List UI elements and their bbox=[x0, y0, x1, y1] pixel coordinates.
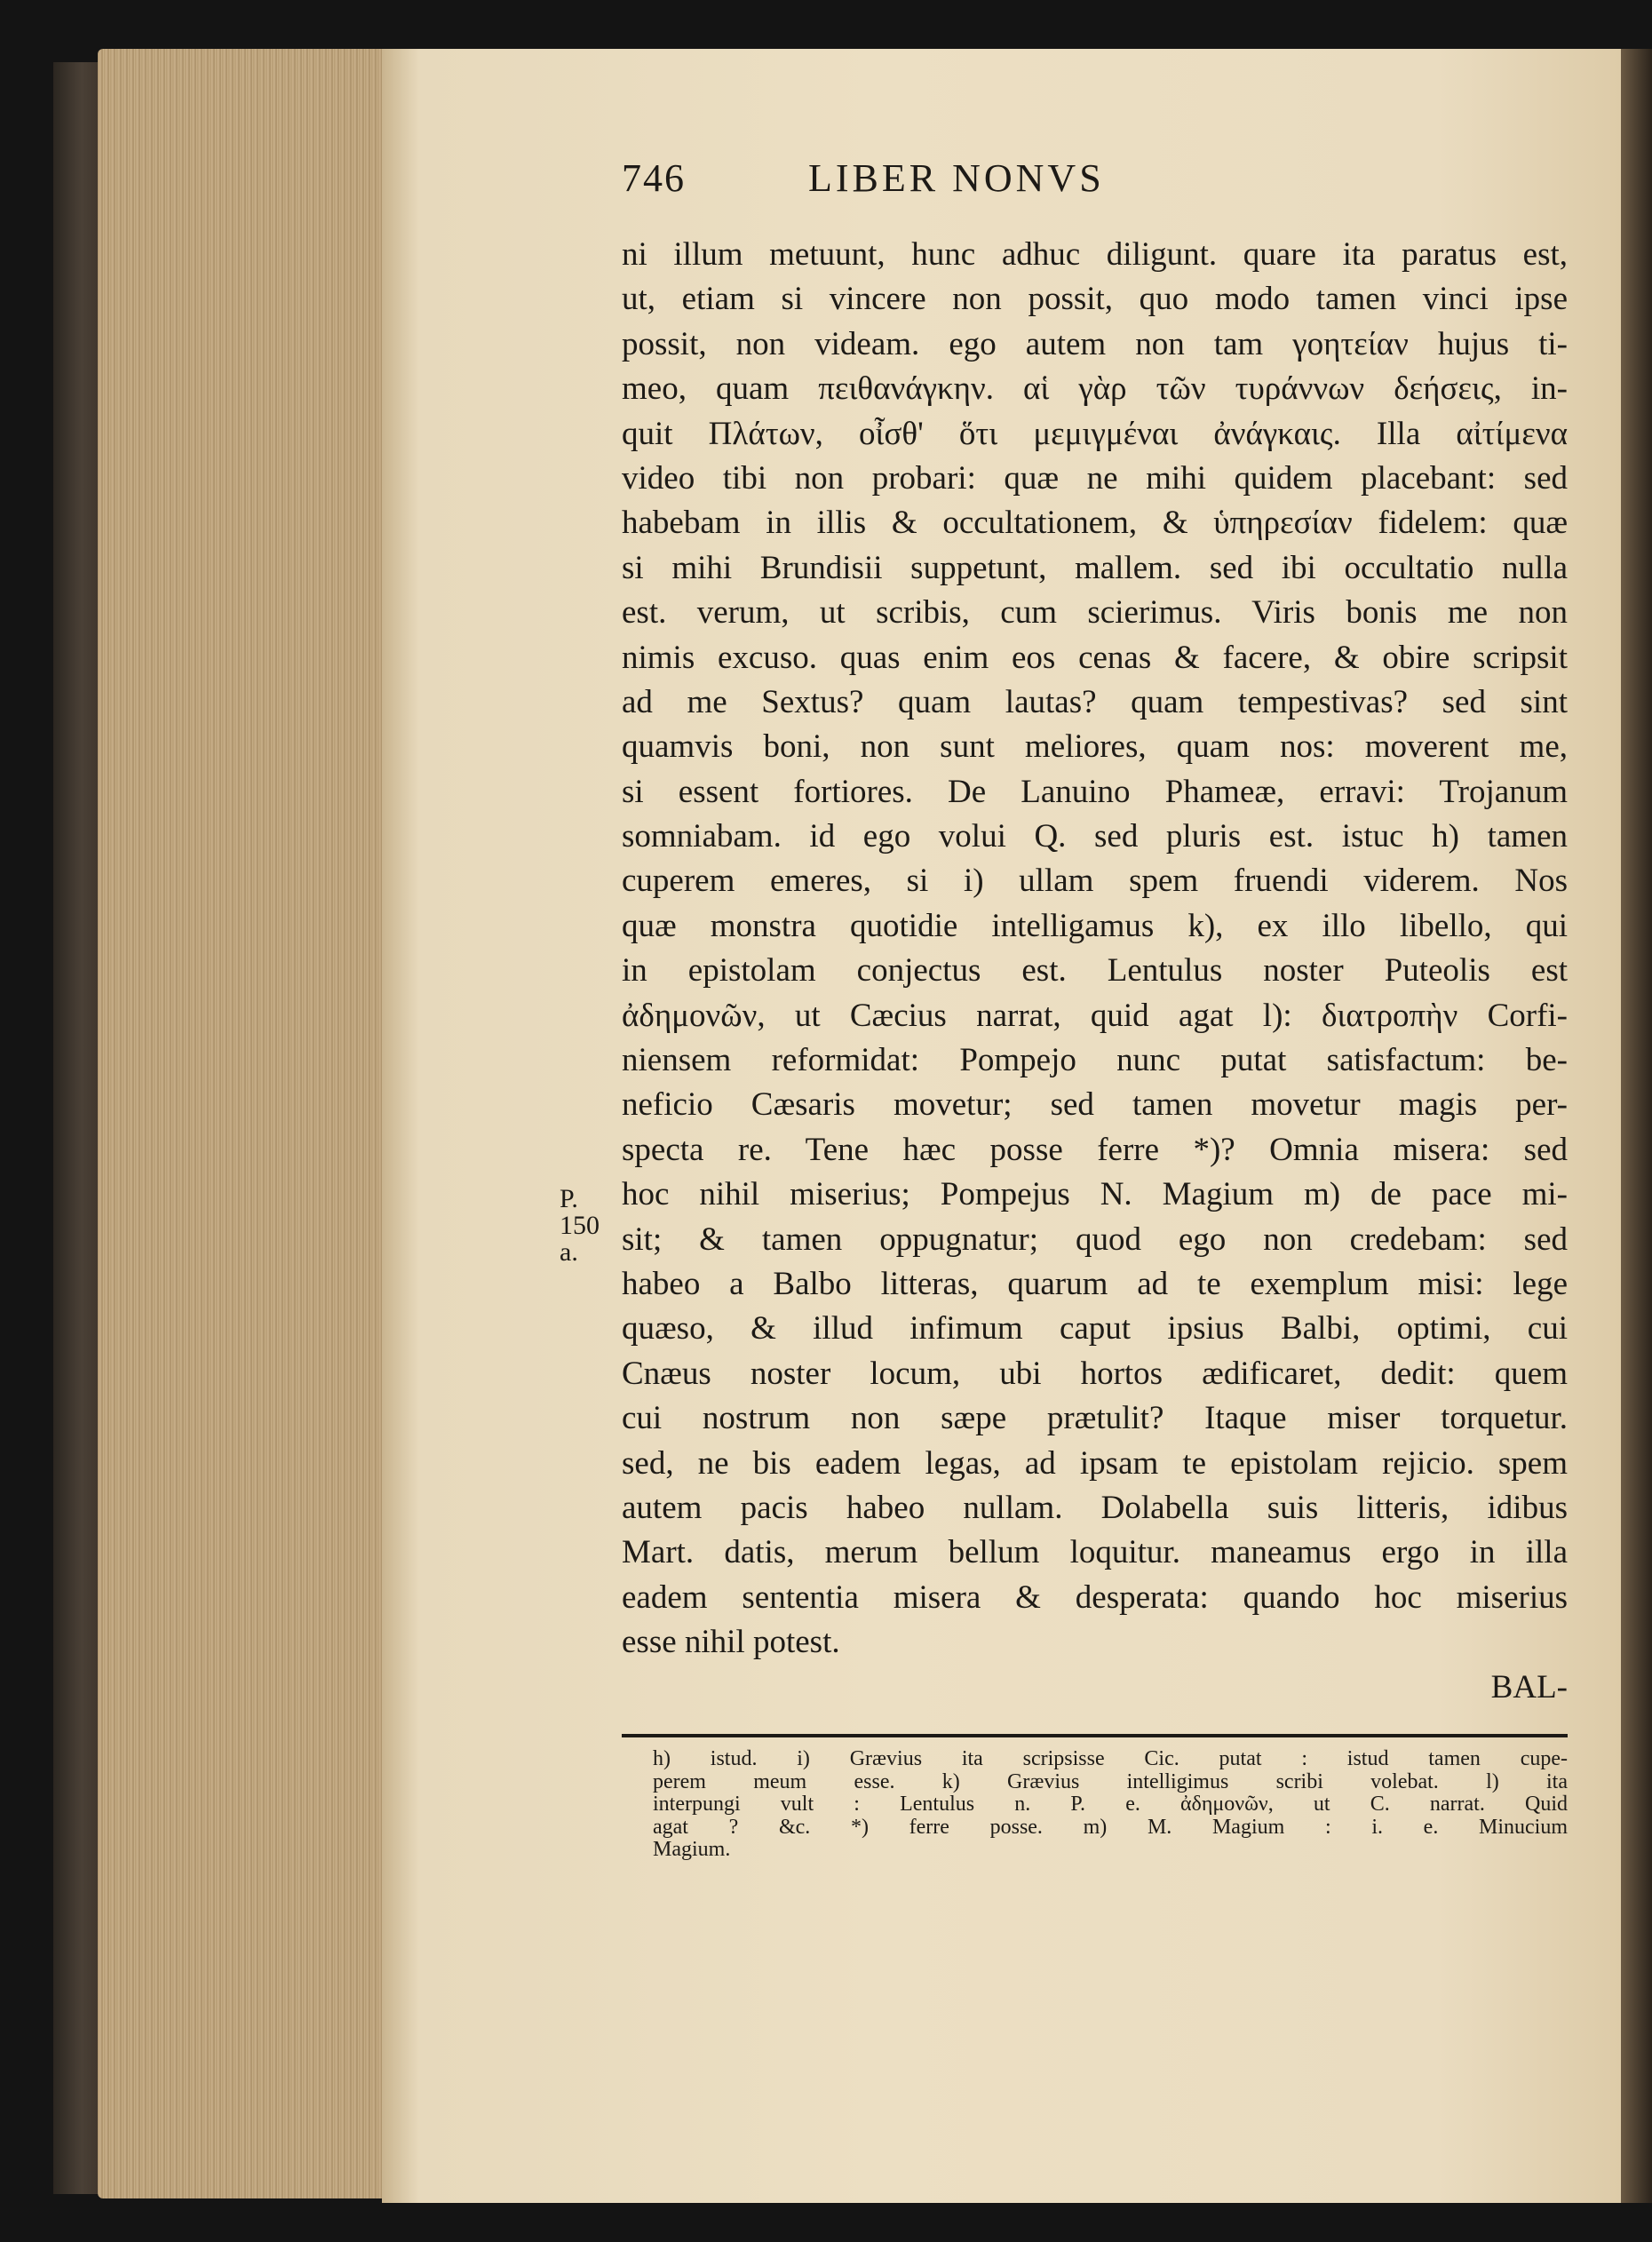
footnotes bbox=[653, 1748, 1568, 1862]
page-gutter bbox=[1621, 49, 1652, 2203]
text-line: Mart. datis, merum bellum loquitur. maneamus ergo in illa bbox=[622, 1534, 1568, 1571]
footnote-line: interpungi vult : Lentulus n. P. e. ἀδημονῶν, ut C. narrat. Quid bbox=[653, 1793, 1568, 1816]
text-line: ἀδημονῶν, ut Cæcius narrat, quid agat l): διατροπὴν Corfi- bbox=[622, 997, 1568, 1034]
text-line: ad me Sextus? quam lautas? quam tempestivas? sed sint bbox=[622, 683, 1568, 720]
text-line: specta re. Tene hæc posse ferre *)? Omnia misera: sed bbox=[622, 1131, 1568, 1168]
text-line: somniabam. id ego volui Q. sed pluris est. istuc h) tamen bbox=[622, 818, 1568, 855]
text-line: quit Πλάτων, οἶσθ' ὅτι μεμιγμέναι ἀνάγκαις. Illa αἰτίμενα bbox=[622, 415, 1568, 452]
footnote-line: perem meum esse. k) Grævius intelligimus scribi volebat. l) ita bbox=[653, 1769, 1568, 1793]
text-line: cui nostrum non sæpe prætulit? Itaque miser torquetur. bbox=[622, 1400, 1568, 1437]
margin-note-line: a. bbox=[560, 1237, 578, 1267]
running-head bbox=[622, 155, 1421, 201]
text-line: est. verum, ut scribis, cum scierimus. Viris bonis me non bbox=[622, 594, 1568, 632]
margin-note bbox=[560, 1186, 615, 1266]
text-line: habeo a Balbo litteras, quarum ad te exemplum misi: lege bbox=[622, 1265, 1568, 1302]
text-line: possit, non videam. ego autem non tam γοητείαν hujus ti- bbox=[622, 325, 1568, 362]
footnote-line: agat ? &c. *) ferre posse. m) M. Magium : i. e. Minucium bbox=[653, 1815, 1568, 1839]
text-line: meo, quam πειθανάγκην. αἱ γὰρ τῶν τυράννων δεήσεις, in- bbox=[622, 370, 1568, 408]
catchword: BAL- bbox=[1490, 1668, 1568, 1705]
text-line: quæso, & illud infimum caput ipsius Balbi, optimi, cui bbox=[622, 1310, 1568, 1348]
text-line: hoc nihil miserius; Pompejus N. Magium m) de pace mi- bbox=[622, 1176, 1568, 1213]
text-line: sit; & tamen oppugnatur; quod ego non credebam: sed bbox=[622, 1220, 1568, 1258]
text-line: video tibi non probari: quæ ne mihi quidem placebant: sed bbox=[622, 459, 1568, 497]
text-line: neficio Cæsaris movetur; sed tamen movetur magis per- bbox=[622, 1086, 1568, 1124]
text-line: esse nihil potest. bbox=[622, 1624, 840, 1661]
body-text bbox=[622, 233, 1568, 1710]
text-line: in epistolam conjectus est. Lentulus noster Puteolis est bbox=[622, 952, 1568, 990]
text-line: habebam in illis & occultationem, & ὑπηρεσίαν fidelem: quæ bbox=[622, 505, 1568, 542]
text-line: eadem sententia misera & desperata: quando hoc miserius bbox=[622, 1578, 1568, 1616]
text-line: si mihi Brundisii suppetunt, mallem. sed ibi occultatio nulla bbox=[622, 549, 1568, 586]
text-line: quamvis boni, non sunt meliores, quam nos: moverent me, bbox=[622, 728, 1568, 766]
text-line: ut, etiam si vincere non possit, quo modo tamen vinci ipse bbox=[622, 281, 1568, 318]
footnote-line: Magium. bbox=[653, 1838, 731, 1861]
text-line: nimis excuso. quas enim eos cenas & facere, & obire scripsit bbox=[622, 639, 1568, 676]
margin-note-line: P. bbox=[560, 1184, 578, 1213]
text-line: niensem reformidat: Pompejo nunc putat satisfactum: be- bbox=[622, 1042, 1568, 1079]
text-line: sed, ne bis eadem legas, ad ipsam te epistolam rejicio. spem bbox=[622, 1444, 1568, 1482]
running-title: LIBER NONVS bbox=[808, 156, 1105, 200]
text-line: quæ monstra quotidie intelligamus k), ex illo libello, qui bbox=[622, 907, 1568, 944]
margin-note-line: 150 bbox=[560, 1211, 600, 1240]
text-line: si essent fortiores. De Lanuino Phameæ, erravi: Trojanum bbox=[622, 773, 1568, 810]
text-line: Cnæus noster locum, ubi hortos ædificaret, dedit: quem bbox=[622, 1355, 1568, 1392]
text-line: cuperem emeres, si i) ullam spem fruendi viderem. Nos bbox=[622, 863, 1568, 900]
footnote-line: h) istud. i) Grævius ita scripsisse Cic. putat : istud tamen cupe- bbox=[653, 1747, 1568, 1770]
text-line: autem pacis habeo nullam. Dolabella suis litteris, idibus bbox=[622, 1489, 1568, 1526]
footnote-rule bbox=[622, 1734, 1568, 1737]
page-edges bbox=[98, 49, 391, 2198]
text-line: ni illum metuunt, hunc adhuc diligunt. quare ita paratus est, bbox=[622, 236, 1568, 273]
page-number: 746 bbox=[622, 156, 686, 200]
